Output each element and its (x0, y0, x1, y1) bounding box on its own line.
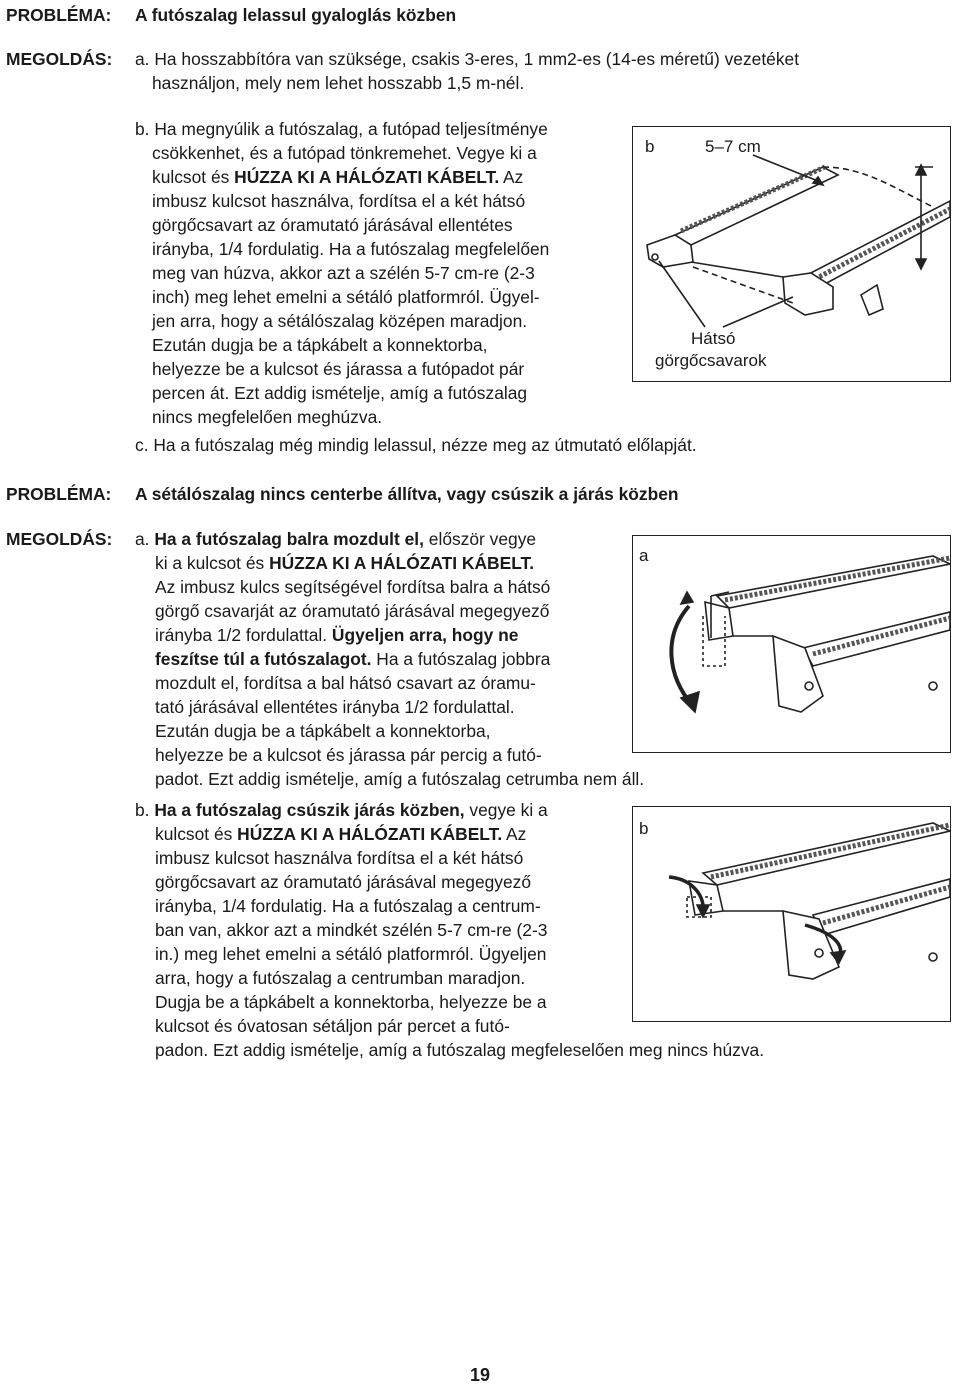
solution-b-line: percen át. Ezt addig ismételje, amíg a futószalag (152, 383, 528, 403)
solution-b-line: ban van, akkor azt a mindkét szélén 5-7 cm-re (2-3 (155, 920, 548, 940)
figure-letter: a (639, 546, 649, 565)
bold-text: Ha a futószalag balra mozdult el, (154, 529, 424, 549)
solution-a-line: helyezze be a kulcsot és járassa pár percig a futó- (155, 745, 542, 765)
solution-label: MEGOLDÁS: (6, 529, 113, 549)
solution-b-line: csökkenhet, és a futópad tönkremehet. Vegye ki a (152, 143, 537, 163)
unplug-warning: HÚZZA KI A HÁLÓZATI KÁBELT. (237, 824, 503, 844)
bold-text: Ha a futószalag csúszik járás közben, (154, 800, 465, 820)
solution-b-line: nincs megfelelően meghúzva. (152, 407, 383, 427)
solution-b-line: meg van húzva, akkor azt a szélén 5-7 cm-re (2-3 (152, 263, 535, 283)
problem-label: PROBLÉMA: (6, 484, 112, 504)
bold-text: feszítse túl a futószalagot. (155, 649, 372, 669)
solution-b-line: Ezután dugja be a tápkábelt a konnektorba, (152, 335, 488, 355)
belt-alignment-figure (632, 535, 951, 753)
treadmill-slip-drawing (633, 807, 950, 1021)
problem-title: A futószalag lelassul gyaloglás közben (135, 5, 457, 25)
solution-b-line: imbusz kulcsot használva, fordítsa el a két hátsó (152, 191, 526, 211)
solution-label: MEGOLDÁS: (6, 49, 113, 69)
text: vegye ki a (464, 800, 548, 820)
solution-a-line (155, 647, 550, 671)
callout-label: görgőcsavarok (655, 351, 767, 370)
text: Ha a futószalag jobbra (371, 649, 551, 669)
figure-letter: b (645, 137, 655, 156)
text: kulcsot és (152, 167, 235, 187)
figure-letter: b (639, 819, 649, 838)
solution-a-line: mozdult el, fordítsa a bal hátsó csavart az óramu- (155, 673, 536, 693)
belt-slip-figure (632, 806, 951, 1022)
text: a. (135, 529, 155, 549)
belt-tension-figure (632, 126, 951, 382)
treadmill-alignment-drawing (633, 536, 950, 752)
solution-c-line: c. Ha a futószalag még mindig lelassul, nézze meg az útmutató előlapját. (135, 435, 697, 455)
problem-label: PROBLÉMA: (6, 5, 112, 25)
solution-a-line: tató járásával ellentétes irányba 1/2 fordulattal. (155, 697, 515, 717)
solution-b-line: Dugja be a tápkábelt a konnektorba, helyezze be a (155, 992, 547, 1012)
text: Az (502, 824, 527, 844)
solution-b-line (135, 798, 548, 822)
solution-a-line: használjon, mely nem lehet hosszabb 1,5 m-nél. (152, 73, 525, 93)
solution-b-line: imbusz kulcsot használva fordítsa el a két hátsó (155, 848, 524, 868)
solution-b-line: in.) meg lehet emelni a sétáló platformról. Ügyeljen (155, 944, 547, 964)
treadmill-belt-drawing (633, 127, 950, 381)
solution-a-line: padot. Ezt addig ismételje, amíg a futószalag cetrumba nem áll. (155, 769, 645, 789)
solution-a-line (155, 623, 518, 647)
solution-a-line (135, 527, 536, 551)
solution-b-line: kulcsot és óvatosan sétáljon pár percet a futó- (155, 1016, 510, 1036)
lift-measure-label: 5–7 cm (705, 137, 761, 156)
solution-b-line (155, 822, 526, 846)
callout-label: Hátsó (691, 329, 736, 348)
solution-a-line: Ezután dugja be a tápkábelt a konnektorba, (155, 721, 491, 741)
solution-b-line: görgőcsavart az óramutató járásával ellentétes (152, 215, 513, 235)
solution-b-line: helyezze be a kulcsot és járassa a futópadot pár (152, 359, 525, 379)
unplug-warning: HÚZZA KI A HÁLÓZATI KÁBELT. (269, 553, 535, 573)
bold-text: Ügyeljen arra, hogy ne (331, 625, 519, 645)
text: Az (499, 167, 524, 187)
text: irányba 1/2 fordulattal. (155, 625, 332, 645)
solution-a-line: görgő csavarját az óramutató járásával megegyező (155, 601, 550, 621)
text: kulcsot és (155, 824, 238, 844)
solution-a-line: Az imbusz kulcs segítségével fordítsa balra a hátsó (155, 577, 551, 597)
solution-b-line: jen arra, hogy a sétálószalag középen maradjon. (152, 311, 528, 331)
solution-b-line: arra, hogy a futószalag a centrumban maradjon. (155, 968, 526, 988)
solution-b-line: padon. Ezt addig ismételje, amíg a futószalag megfeleselően meg nincs húzva. (155, 1040, 765, 1060)
problem-title: A sétálószalag nincs centerbe állítva, vagy csúszik a járás közben (135, 484, 679, 504)
solution-a-line: a. Ha hosszabbítóra van szüksége, csakis 3-eres, 1 mm2-es (14-es méretű) vezetéket (135, 49, 800, 69)
solution-b-line: inch) meg lehet emelni a sétáló platformról. Ügyel- (152, 287, 540, 307)
solution-a-line (155, 551, 534, 575)
solution-b-line: irányba, 1/4 fordulatig. Ha a futószalag a centrum- (155, 896, 541, 916)
unplug-warning: HÚZZA KI A HÁLÓZATI KÁBELT. (234, 167, 500, 187)
text: először vegye (423, 529, 537, 549)
page-number: 19 (470, 1365, 491, 1385)
solution-b-line: irányba, 1/4 fordulatig. Ha a futószalag megfelelően (152, 239, 550, 259)
text: ki a kulcsot és (155, 553, 270, 573)
text: b. (135, 800, 155, 820)
solution-b-line: b. Ha megnyúlik a futószalag, a futópad teljesítménye (135, 119, 548, 139)
solution-b-line (152, 165, 523, 189)
solution-b-line: görgőcsavart az óramutató járásával megegyező (155, 872, 532, 892)
